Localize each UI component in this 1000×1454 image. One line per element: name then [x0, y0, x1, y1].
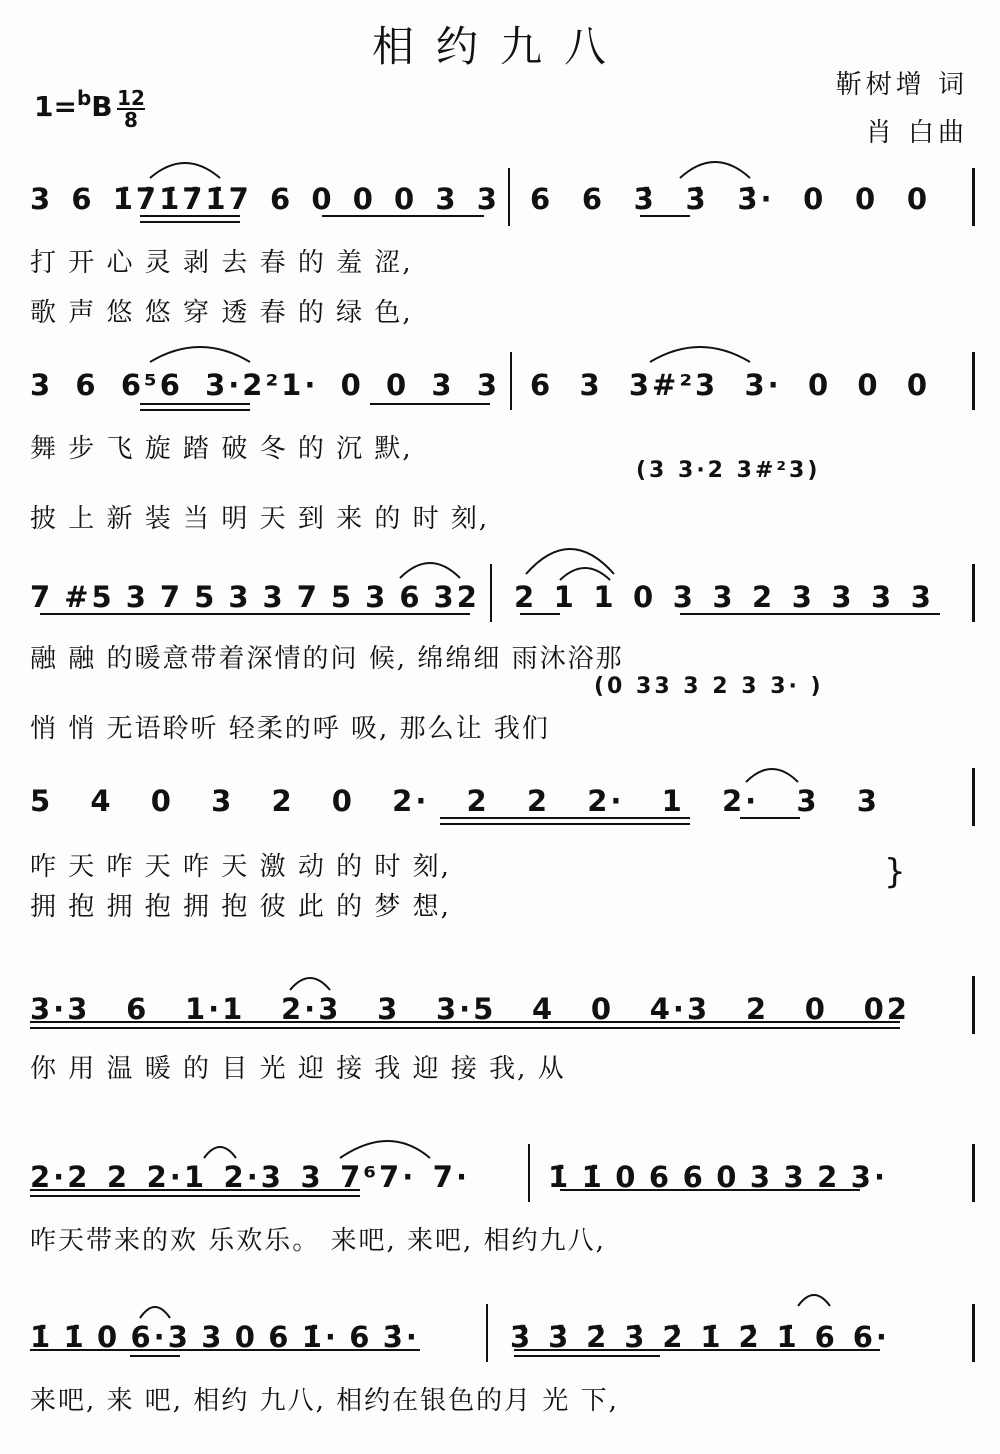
note: 1	[593, 580, 617, 614]
note: 6	[126, 992, 150, 1026]
note: 7·	[432, 1160, 470, 1194]
note: 6	[268, 1320, 292, 1354]
note: 6	[648, 1160, 673, 1194]
note: 3	[749, 1160, 774, 1194]
note: 6	[349, 1320, 373, 1354]
slur-mark	[680, 162, 750, 178]
system-3-lyric-2: 悄 悄 无语聆听 轻柔的呼 吸, 那么让 我们	[30, 714, 550, 744]
note: 3	[871, 580, 895, 614]
note: 0	[906, 368, 930, 402]
note: 3	[431, 368, 455, 402]
note: 2·	[721, 784, 760, 818]
composer-credit: 肖 白曲	[865, 118, 968, 148]
note: 6	[71, 182, 95, 216]
note: 0	[386, 368, 410, 402]
note: 2	[752, 580, 776, 614]
note: 0	[234, 1320, 258, 1354]
note: 3	[476, 368, 500, 402]
note: 2̇	[738, 1320, 762, 1354]
note: 6⁵6	[120, 368, 183, 402]
note: 2	[526, 784, 551, 818]
meter-top: 12	[117, 86, 145, 110]
slur-mark	[150, 163, 220, 178]
note: 6	[269, 182, 294, 216]
note: 0	[716, 1160, 740, 1194]
note: 7	[296, 580, 320, 614]
note: 2·2	[30, 1160, 91, 1194]
note: 5	[194, 580, 218, 614]
note: 3	[125, 580, 149, 614]
note: 3	[672, 580, 696, 614]
note: 0	[331, 784, 355, 818]
note: 3	[712, 580, 736, 614]
note: 3	[211, 784, 235, 818]
note: 4	[90, 784, 114, 818]
key-flat-sign: b	[76, 86, 92, 110]
note: 3	[262, 580, 286, 614]
system-4-lyric-2: 拥 抱 拥 抱 拥 抱 彼 此 的 梦 想,	[30, 892, 451, 922]
note: 6	[75, 368, 99, 402]
meter-bottom: 8	[117, 108, 145, 130]
note: 0	[150, 784, 174, 818]
note: 0	[804, 992, 828, 1026]
note: 02	[863, 992, 910, 1026]
note: 3̇	[548, 1320, 572, 1354]
note: 3	[579, 368, 603, 402]
lyricist-credit: 靳树增 词	[835, 70, 968, 100]
note: 7⁶7·	[340, 1160, 417, 1194]
note: 0	[352, 182, 376, 216]
note: 6	[530, 182, 554, 216]
system-2-lyric-1: 舞 步 飞 旋 踏 破 冬 的 沉 默,	[30, 434, 413, 464]
note: 3	[201, 1320, 225, 1354]
verse-brace: }	[884, 852, 909, 892]
note: 6	[530, 368, 554, 402]
note: 3̇·	[737, 182, 775, 216]
note: 3̇	[624, 1320, 648, 1354]
note: 1̇·	[301, 1320, 339, 1354]
system-5-lyric: 你 用 温 暖 的 目 光 迎 接 我 迎 接 我, 从	[30, 1054, 566, 1084]
system-1-lyric-2: 歌 声 悠 悠 穿 透 春 的 绿 色,	[30, 298, 413, 328]
note: 0	[590, 992, 615, 1026]
note: 1̇	[776, 1320, 800, 1354]
note: 6·	[852, 1320, 890, 1354]
note: 0	[857, 368, 881, 402]
note: 3	[300, 1160, 324, 1194]
note: 4·3	[649, 992, 711, 1026]
note: 3	[435, 182, 459, 216]
note: 0	[340, 368, 364, 402]
note: 3	[783, 1160, 807, 1194]
note: 3·	[850, 1160, 888, 1194]
slur-mark	[746, 769, 798, 782]
note: 3̇	[685, 182, 709, 216]
note: 2	[817, 1160, 841, 1194]
system-3-alternate-notes: (0 33 3 2 3 3· )	[594, 674, 824, 699]
system-6-lyric: 咋天带来的欢 乐欢乐。 来吧, 来吧, 相约九八,	[30, 1226, 606, 1256]
note: 2·	[392, 784, 430, 818]
slur-mark	[140, 1307, 170, 1318]
note: 3	[365, 580, 389, 614]
note: 1̇	[63, 1320, 87, 1354]
note: 3·	[744, 368, 782, 402]
note: 2	[466, 784, 490, 818]
song-title: 相约九八	[371, 22, 628, 71]
slur-mark	[340, 1141, 430, 1158]
note: 2	[745, 992, 769, 1026]
system-3-lyric-1: 融 融 的暖意带着深情的问 候, 绵绵细 雨沐浴那	[30, 644, 624, 674]
note: 0	[803, 182, 827, 216]
note: 3	[910, 580, 934, 614]
slur-mark	[150, 347, 250, 362]
note: 6	[399, 580, 423, 614]
note: 3	[796, 784, 820, 818]
note: 3#²3	[628, 368, 719, 402]
note: 1	[661, 784, 685, 818]
note: 3	[831, 580, 855, 614]
note: 3̇	[633, 182, 657, 216]
note: 32	[433, 580, 480, 614]
note: 1̇7̇1̇7̇1̇7	[112, 182, 252, 216]
system-1-lyric-1: 打 开 心 灵 剥 去 春 的 羞 涩,	[30, 248, 413, 278]
note: 0	[394, 182, 418, 216]
note: 3·5	[435, 992, 497, 1026]
note: 3	[30, 182, 54, 216]
note: 3̇·	[382, 1320, 420, 1354]
system-4-lyric-1: 咋 天 咋 天 咋 天 激 动 的 时 刻,	[30, 852, 451, 882]
note: 1̇	[30, 1320, 54, 1354]
note: 2	[514, 580, 538, 614]
note: 2	[271, 784, 295, 818]
note: 2·3	[281, 992, 342, 1026]
system-7-lyric: 来吧, 来 吧, 相约 九八, 相约在银色的月 光 下,	[30, 1386, 619, 1416]
note: 3·3	[30, 992, 91, 1026]
note: 2·1	[146, 1160, 207, 1194]
note: 3·2²1·	[205, 368, 319, 402]
note: 3	[476, 182, 500, 216]
slur-mark	[526, 549, 614, 574]
note: 5	[30, 784, 54, 818]
note: 7	[30, 580, 54, 614]
note: 6	[682, 1160, 706, 1194]
note: 1	[553, 580, 577, 614]
slur-mark	[204, 1147, 236, 1158]
note: 1̇	[548, 1160, 572, 1194]
key-tonic: B	[91, 90, 113, 123]
note: 3	[228, 580, 252, 614]
note: 0	[633, 580, 657, 614]
note: 3	[856, 784, 880, 818]
note: 7	[159, 580, 184, 614]
note: 1·1	[184, 992, 246, 1026]
note: 3̇	[510, 1320, 534, 1354]
key-prefix: 1=	[34, 90, 77, 123]
note: 0	[311, 182, 335, 216]
note: 2̇	[586, 1320, 610, 1354]
note: 6	[814, 1320, 838, 1354]
slur-mark	[400, 563, 460, 578]
slur-mark	[798, 1295, 830, 1306]
slur-mark	[560, 568, 610, 580]
note: 1̇	[700, 1320, 724, 1354]
note: 2	[106, 1160, 131, 1194]
note: 0	[615, 1160, 639, 1194]
note: 2·3	[223, 1160, 284, 1194]
slur-mark	[650, 347, 750, 362]
note: 2·	[587, 784, 625, 818]
slur-mark	[290, 978, 330, 990]
note: 2̇	[662, 1320, 686, 1354]
note: 0	[906, 182, 930, 216]
note: 1̇	[581, 1160, 605, 1194]
note: 4	[532, 992, 556, 1026]
note: 0	[97, 1320, 121, 1354]
system-2-lyric-2: 披 上 新 装 当 明 天 到 来 的 时 刻,	[30, 504, 490, 534]
note: 0	[807, 368, 832, 402]
note: 6	[581, 182, 606, 216]
note: #5	[64, 580, 115, 614]
note: 5	[330, 580, 355, 614]
note: 6·3	[130, 1320, 191, 1354]
note: 3	[791, 580, 815, 614]
note: 3	[30, 368, 54, 402]
note: 0	[854, 182, 879, 216]
note: 3	[377, 992, 401, 1026]
system-2-alternate-notes: (3 3·2 3#²3)	[636, 458, 821, 483]
